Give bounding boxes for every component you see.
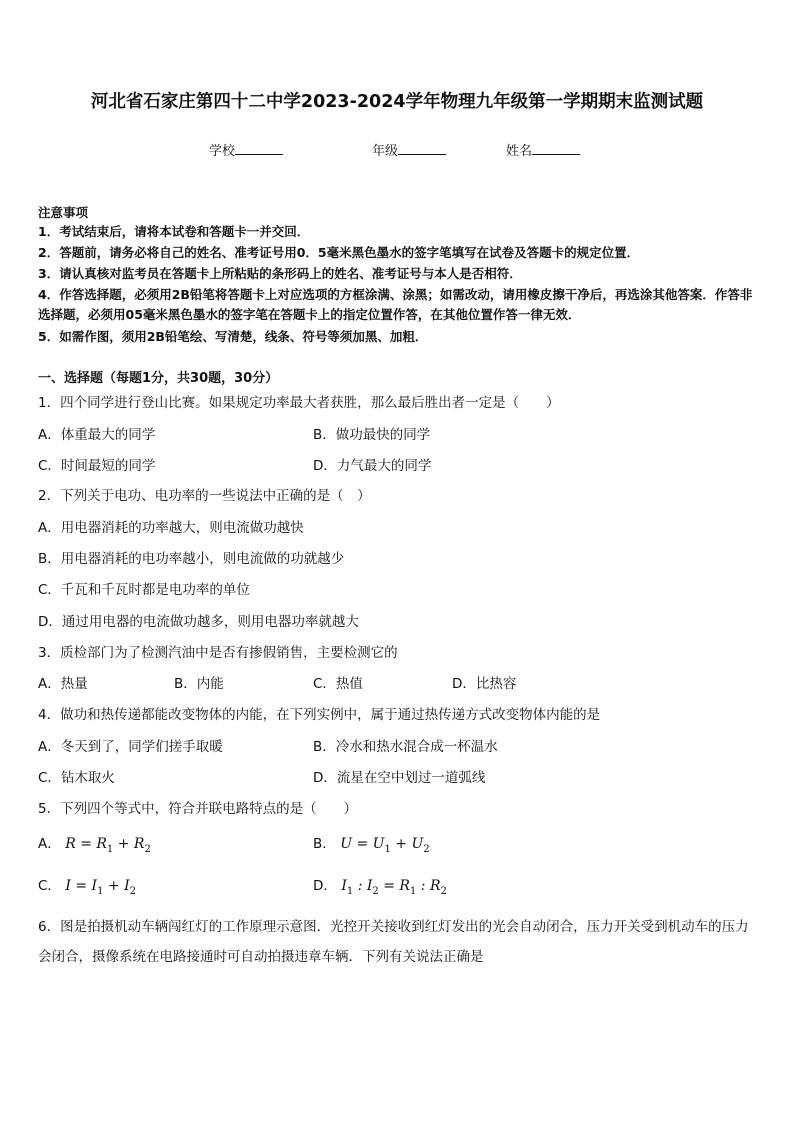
question-stem: 6．图是拍摄机动车辆闯红灯的工作原理示意图．光控开关接收到红灯发出的光会自动闭合，压力开关受到机动车的压力会闭合，摄像系统在电路接通时可自动拍摄违章车辆．下列有关说法正确是 <box>38 919 749 965</box>
option: B．内能 <box>174 676 224 692</box>
option: C．时间最短的同学 <box>38 458 156 474</box>
notice-item: 1．考试结束后，请将本试卷和答题卡一并交回． <box>38 224 310 239</box>
school-label: 学校 <box>209 144 236 159</box>
question-stem: 3．质检部门为了检测汽油中是否有掺假销售，主要检测它的 <box>38 645 398 661</box>
option: D．比热容 <box>452 676 517 692</box>
notice-item: 3．请认真核对监考员在答题卡上所粘贴的条形码上的姓名、准考证号与本人是否相符． <box>38 266 522 281</box>
formula-image: $U = U_1 + U_2$ <box>335 836 430 855</box>
formula-image: $I_1$ : $I_2 = R_1$ : $R_2$ <box>336 878 447 897</box>
option: A．用电器消耗的功率越大，则电流做功越快 <box>38 520 304 536</box>
question-stem: 1．四个同学进行登山比赛。如果规定功率最大者获胜，那么最后胜出者一定是（ ） <box>38 395 560 411</box>
grade-field <box>372 140 446 159</box>
option: C．千瓦和千瓦时都是电功率的单位 <box>38 582 250 598</box>
option: B．用电器消耗的电功率越小，则电流做的功就越少 <box>38 551 345 567</box>
option: A．热量 <box>38 676 88 692</box>
notice-item: 4．作答选择题，必须用2B铅笔将答题卡上对应选项的方框涂满、涂黑；如需改动，请用橡皮擦干净后，再选涂其他答案．作答非选择题，必须用05毫米黑色墨水的签字笔在答题卡上的指定位置作答，在其他位置作答一律无效． <box>38 287 753 322</box>
option: C．钻木取火 <box>38 770 115 786</box>
notice-item: 5．如需作图，须用2B铅笔绘、写清楚，线条、符号等须加黑、加粗． <box>38 329 428 344</box>
grade-label: 年级 <box>372 144 399 159</box>
question-stem: 4．做功和热传递都能改变物体的内能，在下列实例中，属于通过热传递方式改变物体内能的是 <box>38 707 601 723</box>
option-d <box>313 876 447 902</box>
notice-item: 2．答题前，请务必将自己的姓名、准考证号用0．5毫米黑色墨水的签字笔填写在试卷及答题卡的规定位置． <box>38 245 640 260</box>
option: C．热值 <box>313 676 363 692</box>
grade-blank <box>398 142 446 155</box>
name-label: 姓名 <box>506 144 533 159</box>
section-title: 一、选择题（每题1分，共30题，30分） <box>38 371 279 386</box>
option-a <box>38 834 151 860</box>
school-blank <box>235 142 283 155</box>
name-blank <box>532 142 580 155</box>
option: A．冬天到了，同学们搓手取暖 <box>38 739 223 755</box>
option: D．通过用电器的电流做功越多，则用电器功率就越大 <box>38 614 359 630</box>
exam-title: 河北省石家庄第四十二中学2023-2024学年物理九年级第一学期期末监测试题 <box>90 92 704 112</box>
option-letter: A． <box>38 836 61 852</box>
option-letter: C． <box>38 878 61 894</box>
formula-image: $R = R_1 + R_2$ <box>60 836 151 855</box>
option: A．体重最大的同学 <box>38 427 156 443</box>
formula-image: $I = I_1 + I_2$ <box>60 878 137 897</box>
school-field <box>209 140 283 159</box>
name-field <box>506 140 580 159</box>
option: B．做功最快的同学 <box>313 427 431 443</box>
option: D．力气最大的同学 <box>313 458 432 474</box>
option-letter: D． <box>313 878 337 894</box>
option-letter: B． <box>313 836 336 852</box>
option: B．冷水和热水混合成一杯温水 <box>313 739 498 755</box>
question-stem: 2．下列关于电功、电功率的一些说法中正确的是（ ） <box>38 488 371 504</box>
option-b <box>313 834 430 860</box>
notice-heading: 注意事项 <box>38 205 89 220</box>
option: D．流星在空中划过一道弧线 <box>313 770 486 786</box>
question-stem: 5．下列四个等式中，符合并联电路特点的是（ ） <box>38 801 358 817</box>
option-c <box>38 876 136 902</box>
